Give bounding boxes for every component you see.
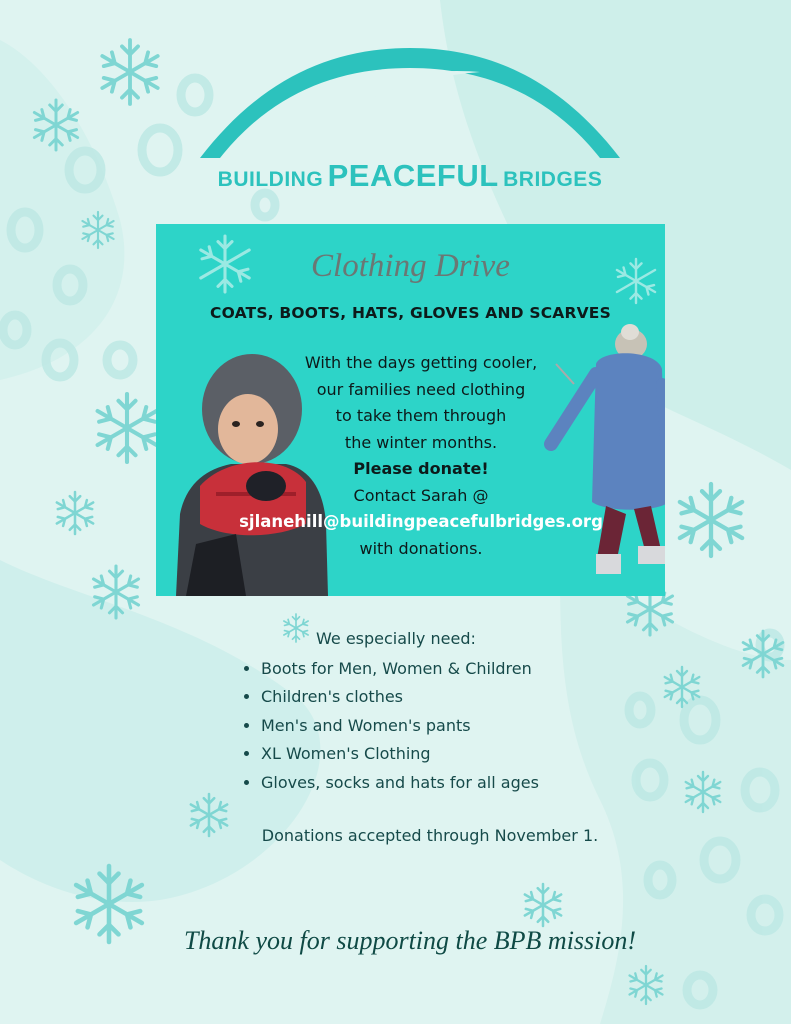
needs-section: [235, 628, 655, 797]
brand-logo: [180, 40, 640, 200]
contact-email-link[interactable]: sjlanehill@buildingpeacefulbridges.org: [239, 512, 603, 531]
thank-you-message: Thank you for supporting the BPB mission!: [183, 926, 637, 955]
body-line: our families need clothing: [316, 379, 526, 399]
brand-prefix: BUILDING: [217, 168, 324, 191]
donate-callout: Please donate!: [353, 459, 489, 478]
brand-suffix: BRIDGES: [503, 168, 603, 191]
body-line: to take them through: [335, 406, 507, 425]
panel-body: [156, 350, 665, 562]
brand-emphasis: PEACEFUL: [327, 158, 499, 193]
brand-wordmark: [180, 158, 640, 194]
list-item: • XL Women's Clothing: [261, 740, 655, 768]
needs-list: [235, 655, 655, 797]
list-item: • Gloves, socks and hats for all ages: [261, 769, 655, 797]
list-item: • Boots for Men, Women & Children: [261, 655, 655, 683]
list-item: • Men's and Women's pants: [261, 712, 655, 740]
contact-line: Contact Sarah @: [353, 485, 489, 505]
closing-line: with donations.: [359, 538, 483, 558]
needs-heading: We especially need:: [316, 629, 476, 648]
panel-subtitle: COATS, BOOTS, HATS, GLOVES AND SCARVES: [210, 304, 611, 322]
list-item: • Children's clothes: [261, 683, 655, 711]
body-line: the winter months.: [344, 432, 498, 452]
body-line: With the days getting cooler,: [304, 353, 538, 372]
clothing-drive-panel: [156, 224, 665, 596]
bridge-arch-icon: [180, 40, 640, 160]
panel-title: Clothing Drive: [311, 248, 510, 284]
deadline-note: Donations accepted through November 1.: [261, 826, 599, 845]
